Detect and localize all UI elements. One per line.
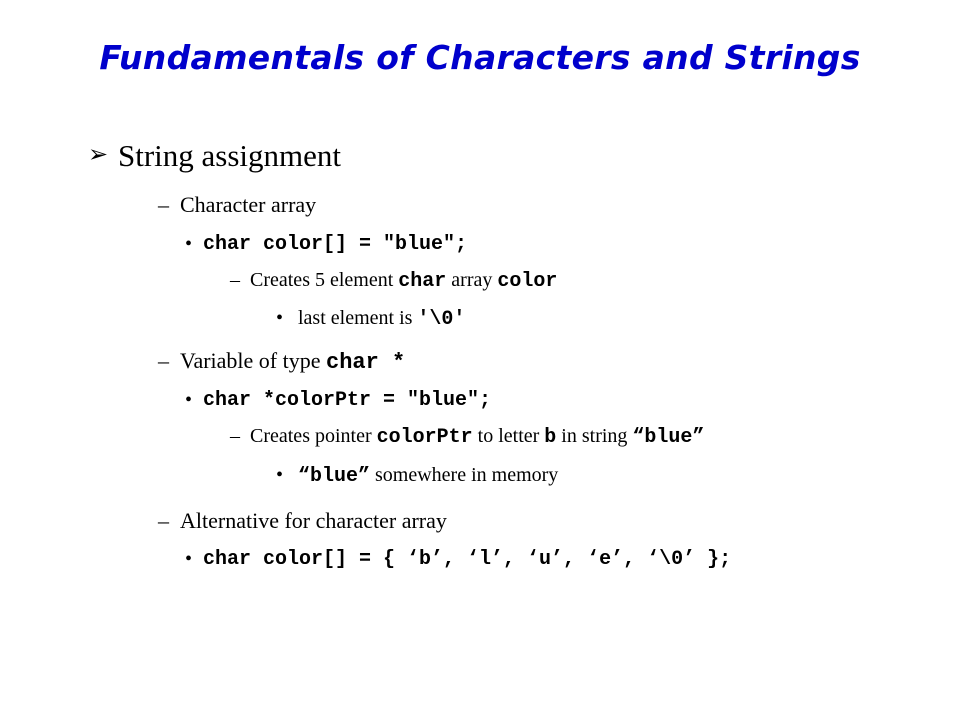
detail-code-part: char xyxy=(398,270,447,293)
detail-text-part: Creates pointer xyxy=(250,425,377,447)
detail-text-part: in string xyxy=(556,425,633,447)
detail-code-part: b xyxy=(544,426,557,449)
subdetail-text xyxy=(298,307,465,331)
dash-marker: – xyxy=(230,425,240,447)
bullet-icon: • xyxy=(185,233,193,255)
bullet-icon: • xyxy=(276,464,284,486)
detail-text-part: to letter xyxy=(472,425,545,447)
subdetail-code-part: “blue” xyxy=(298,465,371,488)
section-label xyxy=(180,348,405,375)
detail-text-part: Creates 5 element xyxy=(250,269,399,291)
dash-marker: – xyxy=(158,192,169,217)
detail-code-part: color xyxy=(497,270,558,293)
detail-text xyxy=(250,269,557,293)
subdetail-text-part: last element is xyxy=(298,307,418,329)
code-line: char color[] = { ‘b’, ‘l’, ‘u’, ‘e’, ‘\0’ }; xyxy=(203,548,732,571)
bullet-icon: • xyxy=(185,548,193,570)
section-label-code: char * xyxy=(326,350,406,375)
detail-text xyxy=(250,425,704,449)
dash-marker: – xyxy=(158,348,169,373)
detail-code-part: “blue” xyxy=(632,426,705,449)
dash-marker: – xyxy=(230,269,240,291)
section-label-text: Variable of type xyxy=(180,348,326,373)
detail-text-part: array xyxy=(446,269,498,291)
detail-code-part: colorPtr xyxy=(376,426,473,449)
subdetail-text-part: somewhere in memory xyxy=(370,464,559,486)
bullet-icon: • xyxy=(185,389,193,411)
section-label: Alternative for character array xyxy=(180,508,447,533)
bullet-icon: • xyxy=(276,307,284,329)
code-line: char *colorPtr = "blue"; xyxy=(203,389,492,412)
heading-text: String assignment xyxy=(118,138,342,173)
code-line: char color[] = "blue"; xyxy=(203,233,468,256)
subdetail-code-part: '\0' xyxy=(417,308,466,331)
slide-title: Fundamentals of Characters and Strings xyxy=(99,38,861,77)
dash-marker: – xyxy=(158,508,169,533)
section-label: Character array xyxy=(180,192,317,217)
subdetail-text xyxy=(298,464,558,488)
arrow-bullet-icon: ➢ xyxy=(88,140,109,168)
